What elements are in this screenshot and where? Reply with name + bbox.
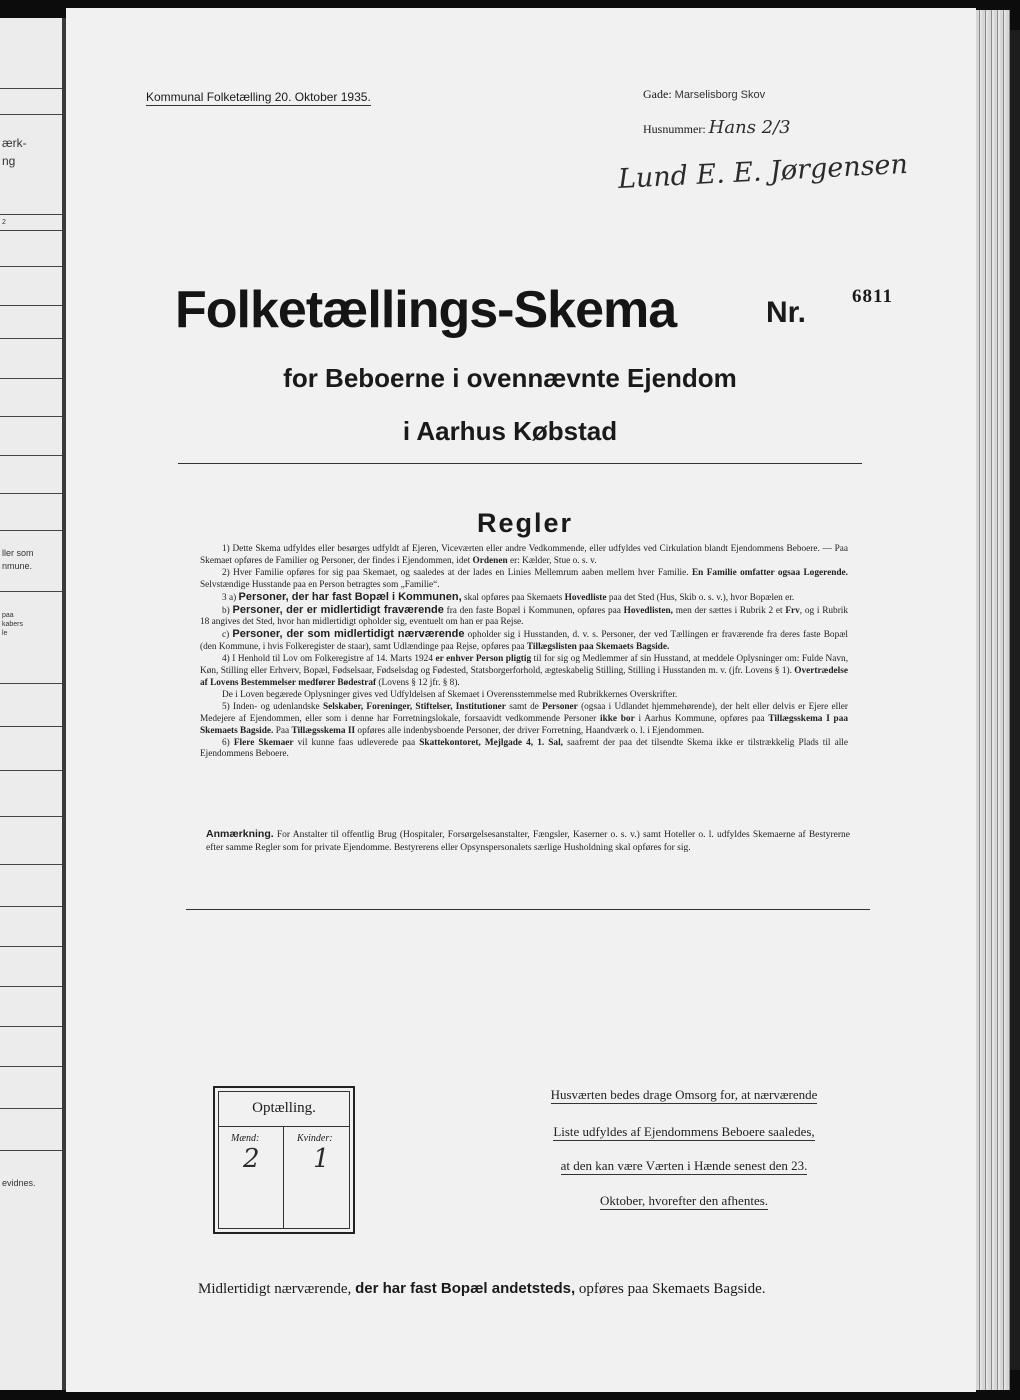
census-header: Kommunal Folketælling 20. Oktober 1935. (146, 90, 371, 104)
rule-line (0, 266, 62, 267)
rule-6: 6) Flere Skemaer vil kunne faas udleverede paa Skattekontoret, Mejlgade 4, 1. Sal, saafremt der paa det tilsendte Skema ikke er tilstrækkelig Plads til alle Ejendommens Beboere. (200, 737, 849, 760)
rule-line (0, 683, 62, 684)
landlord-instruction-line: at den kan være Værten i Hænde senest den 23. (560, 1158, 808, 1173)
form-number-label: Nr. (766, 296, 807, 329)
rule-line (0, 1108, 62, 1109)
rule-line (0, 726, 62, 727)
rule-4: 4) I Henhold til Lov om Folkeregistre af 14. Marts 1924 er enhver Person pligtig til for sig og Medlemmer af sin Husstand, at meddele Oplysninger om: Fulde Navn, Køn, Stilling eller Erhverv, Bopæl, Fødselsaar, Fødselsdag og Fødested, Statsborgerforhold, ægteskabelig Stilling, Stilling i Husstanden m. v. (jfr. Lovens § 1). Overtrædelse af Lovens Bestemmelser medfører Bødestraf (Lovens § 12 jfr. § 8). (200, 654, 849, 688)
left-fragment: ng (2, 154, 16, 168)
street-label: Gade: (643, 87, 672, 101)
signature: Lund E. E. Jørgensen (617, 148, 909, 195)
women-count: 1 (313, 1144, 330, 1174)
rule-line (0, 1066, 62, 1067)
left-fragment: 2 (2, 219, 6, 226)
rule-1: 1) Dette Skema udfyldes eller besørges udfyldt af Ejeren, Viceværten eller andre Vedkommende, eller udfyldes ved Cirkulation blandt Ejendommens Beboere. — Paa Skemaet opføres de Familier og Personer, der findes i Ejendommen, idet Ordenen er: Kælder, Stue o. s. v. (200, 544, 848, 566)
divider (186, 909, 870, 910)
form-subtitle-city: i Aarhus Købstad (402, 416, 618, 446)
form-title: Folketællings-Skema (175, 281, 677, 339)
rule-line (0, 906, 62, 907)
rule-5: 5) Inden- og udenlandske Selskaber, Foreninger, Stiftelser, Institutioner samt de Personer (ogsaa i Udlandet hjemmehørende), der helt eller delvis er Ejere eller Medejere af Ejendommen, eller som i denne har Forretningslokale, forsaavidt vedkommende Personer ikke bor i Aarhus Kommune, opføres paa Tillægsskema I paa Skemaets Bagside. Paa Tillægsskema II opføres alle indenbysboende Personer, der driver Forretning, Haandværk o. l. i Ejendommen. (200, 701, 849, 736)
rule-line (0, 816, 62, 817)
left-fragment: paa (2, 612, 14, 619)
rule-line (0, 338, 62, 339)
adjoining-left-page (0, 18, 66, 1390)
footer-note: Midlertidigt nærværende, der har fast Bopæl andetsteds, opføres paa Skemaets Bagside. (198, 1280, 766, 1297)
men-label: Mænd: (231, 1133, 260, 1144)
house-number-field (643, 117, 791, 138)
women-label: Kvinder: (297, 1133, 333, 1144)
rule-3c: c) Personer, der som midlertidigt nærværende opholder sig i Husstanden, d. v. s. Personer, der ved Tællingen er fraværende fra deres faste Bopæl (den Kommune, i hvis Folkeregister de staar), samt Udlændinge paa Rejse, opføres paa Tillægslisten paa Skemaets Bagside. (200, 628, 849, 653)
book-spine (1010, 30, 1020, 1370)
landlord-instruction-line: Husværten bedes drage Omsorg for, at nærværende (550, 1087, 818, 1102)
rule-line (0, 986, 62, 987)
left-fragment: nmune. (2, 561, 33, 571)
annotation-text: For Anstalter til offentlig Brug (Hospitaler, Forsørgelsesanstalter, Fængsler, Kaserner o. s. v.) samt Hoteller o. l. udfyldes Skemaerne af Bestyrerne efter samme Regler som for private Ejendomme. Bestyrerens eller Opsynspersonalets særlige Husholdning skal opføres for sig. (206, 830, 850, 853)
rules-text (200, 544, 848, 761)
rules-heading: Regler (476, 508, 574, 538)
rule-line (0, 1150, 62, 1151)
divider (178, 463, 862, 464)
count-title: Optælling. (252, 1100, 316, 1116)
annotation-note (206, 828, 850, 854)
rule-3b: b) Personer, der er midlertidigt fraværende fra den faste Bopæl i Kommunen, opføres paa Hovedlisten, men der sættes i Rubrik 2 et Frv, og i Rubrik 18 angives det Sted, hvor han midlertidigt opholder sig, eventuelt om han er paa Rejse. (200, 603, 849, 628)
form-subtitle: for Beboerne i ovennævnte Ejendom (283, 363, 737, 393)
count-box (213, 1086, 355, 1234)
rule-line (0, 770, 62, 771)
rule-4-note: De i Loven begærede Oplysninger gives ved Udfyldelsen af Skemaet i Overensstemmelse med Rubrikkernes Overskrifter. (222, 689, 678, 700)
form-number: 6811 (852, 286, 893, 307)
rule-line (0, 230, 62, 231)
rule-line (0, 214, 62, 215)
annotation-label: Anmærkning. (206, 828, 274, 840)
left-fragment: le (2, 630, 8, 637)
left-fragment: ller som (2, 548, 34, 558)
house-number-label: Husnummer: (643, 122, 706, 136)
landlord-instruction-line: Liste udfyldes af Ejendommens Beboere saaledes, (553, 1124, 815, 1139)
rule-2: 2) Hver Familie opføres for sig paa Skemaet, og saaledes at der lades en Linies Mellemrum aaben mellem hver Familie. En Familie omfatter ogsaa Logerende. Selvstændige Husstande paa en Person betragtes som „Familie“. (200, 567, 848, 590)
rule-line (0, 493, 62, 494)
rule-line (0, 305, 62, 306)
rule-line (0, 591, 62, 592)
left-fragment: evidnes. (2, 1178, 36, 1188)
page-stack-edge (976, 10, 1010, 1390)
rule-line (0, 88, 62, 89)
men-count: 2 (243, 1144, 260, 1174)
rule-line (0, 455, 62, 456)
landlord-instruction-line: Oktober, hvorefter den afhentes. (599, 1193, 769, 1208)
rule-line (0, 1026, 62, 1027)
street-value: Marselisborg Skov (674, 89, 766, 101)
house-number-value: Hans 2/3 (708, 117, 791, 138)
rule-line (0, 946, 62, 947)
rule-line (0, 864, 62, 865)
street-field (643, 87, 765, 102)
rule-line (0, 114, 62, 115)
left-fragment: kabers (2, 621, 24, 628)
left-fragment: ærk- (2, 136, 27, 150)
rule-3a: 3 a) Personer, der har fast Bopæl i Kommunen, skal opføres paa Skemaets Hovedliste paa det Sted (Hus, Skib o. s. v.), hvor Bopælen er. (222, 590, 795, 603)
